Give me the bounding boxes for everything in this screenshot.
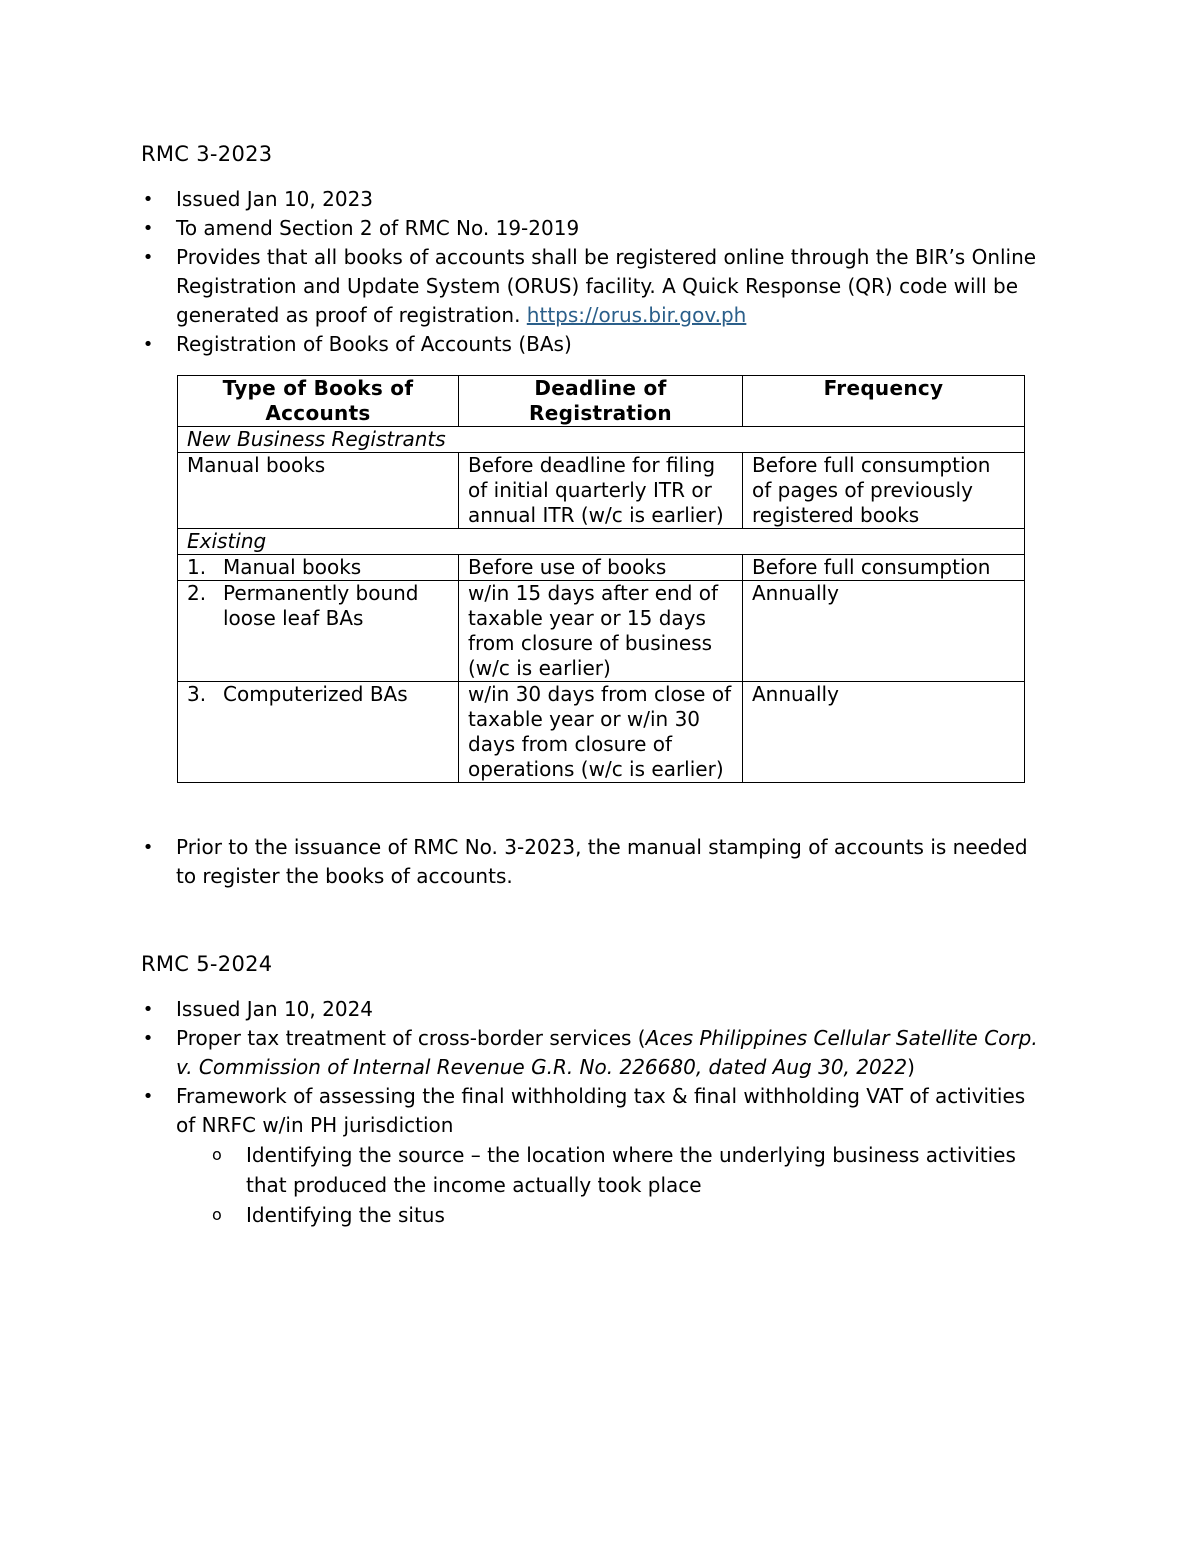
sub-list-item: o Identifying the source – the location where the underlying business activities that produced the income actually took place bbox=[176, 1140, 1050, 1200]
sub-list-item: o Identifying the situs bbox=[176, 1200, 1050, 1230]
bullet-icon: • bbox=[142, 218, 154, 239]
list-item: • Issued Jan 10, 2024 bbox=[0, 995, 1200, 1024]
list-item: • Registration of Books of Accounts (BAs) bbox=[0, 330, 1200, 359]
table-row bbox=[178, 581, 1025, 682]
list-item: • Framework of assessing the final withholding tax & final withholding VAT of activities of NRFC w/in PH jurisdiction o Identifying the source – the location where the underlying business activities that produced the income actually took place o Identifying the situs bbox=[0, 1082, 1200, 1230]
bullet-icon: • bbox=[142, 837, 154, 858]
orus-link[interactable]: https://orus.bir.gov.ph bbox=[526, 303, 747, 327]
case-citation: Aces Philippines Cellular Satellite Corp. v. Commission of Internal Revenue G.R. No. 226680, dated Aug 30, 2022 bbox=[176, 1026, 1038, 1079]
group-label-new: New Business Registrants bbox=[178, 427, 1025, 453]
bullet-icon: • bbox=[142, 189, 154, 210]
table-cell: Manual books bbox=[178, 453, 459, 529]
list-item: • To amend Section 2 of RMC No. 19-2019 bbox=[0, 214, 1200, 243]
section-heading-rmc-5-2024: RMC 5-2024 bbox=[141, 952, 273, 976]
table-cell: Before use of books bbox=[459, 555, 743, 581]
bullet-icon: • bbox=[142, 334, 154, 355]
column-header: Deadline of Registration bbox=[459, 376, 743, 427]
table-cell: w/in 15 days after end of taxable year or 15 days from closure of business (w/c is earlier) bbox=[459, 581, 743, 682]
list-item: • Proper tax treatment of cross-border services (Aces Philippines Cellular Satellite Corp. v. Commission of Internal Revenue G.R. No. 226680, dated Aug 30, 2022) bbox=[142, 1026, 1038, 1079]
section-heading-rmc-3-2023: RMC 3-2023 bbox=[141, 142, 273, 166]
table-cell: Before full consumption of pages of previously registered books bbox=[743, 453, 1025, 529]
table-row bbox=[178, 682, 1025, 783]
table-group-row bbox=[178, 427, 1025, 453]
table-cell: Annually bbox=[743, 682, 1025, 783]
table-cell: Annually bbox=[743, 581, 1025, 682]
table-row bbox=[178, 555, 1025, 581]
list-item: • Issued Jan 10, 2023 bbox=[0, 185, 1200, 214]
table-cell: 3. Computerized BAs bbox=[178, 682, 459, 783]
rmc-3-2023-closing-bullets bbox=[0, 833, 1200, 891]
list-item: • Provides that all books of accounts shall be registered online through the BIR’s Online Registration and Update System (ORUS) facility. A Quick Response (QR) code will be generated as proof of registration. https://orus.bir.gov.ph bbox=[142, 245, 1037, 327]
table-cell: 1. Manual books bbox=[178, 555, 459, 581]
table-cell: w/in 30 days from close of taxable year or w/in 30 days from closure of operations (w/c is earlier) bbox=[459, 682, 743, 783]
table-header-row bbox=[178, 376, 1025, 427]
table-row bbox=[178, 453, 1025, 529]
rmc-3-2023-bullets bbox=[0, 185, 1200, 359]
table-cell: Before full consumption bbox=[743, 555, 1025, 581]
circle-bullet-icon: o bbox=[212, 1205, 222, 1224]
table-cell: 2. Permanently bound loose leaf BAs bbox=[178, 581, 459, 682]
bullet-icon: • bbox=[142, 1086, 154, 1107]
column-header: Type of Books of Accounts bbox=[178, 376, 459, 427]
table-group-row bbox=[178, 529, 1025, 555]
books-registration-table bbox=[177, 375, 1025, 783]
circle-bullet-icon: o bbox=[212, 1145, 222, 1164]
bullet-icon: • bbox=[142, 999, 154, 1020]
bullet-icon: • bbox=[142, 247, 154, 268]
column-header: Frequency bbox=[743, 376, 1025, 427]
group-label-existing: Existing bbox=[178, 529, 1025, 555]
sub-bullet-list bbox=[176, 1140, 1050, 1230]
list-item: • Prior to the issuance of RMC No. 3-2023, the manual stamping of accounts is needed to register the books of accounts. bbox=[142, 835, 1028, 888]
bullet-icon: • bbox=[142, 1028, 154, 1049]
rmc-5-2024-bullets bbox=[0, 995, 1200, 1230]
table-cell: Before deadline for filing of initial quarterly ITR or annual ITR (w/c is earlier) bbox=[459, 453, 743, 529]
